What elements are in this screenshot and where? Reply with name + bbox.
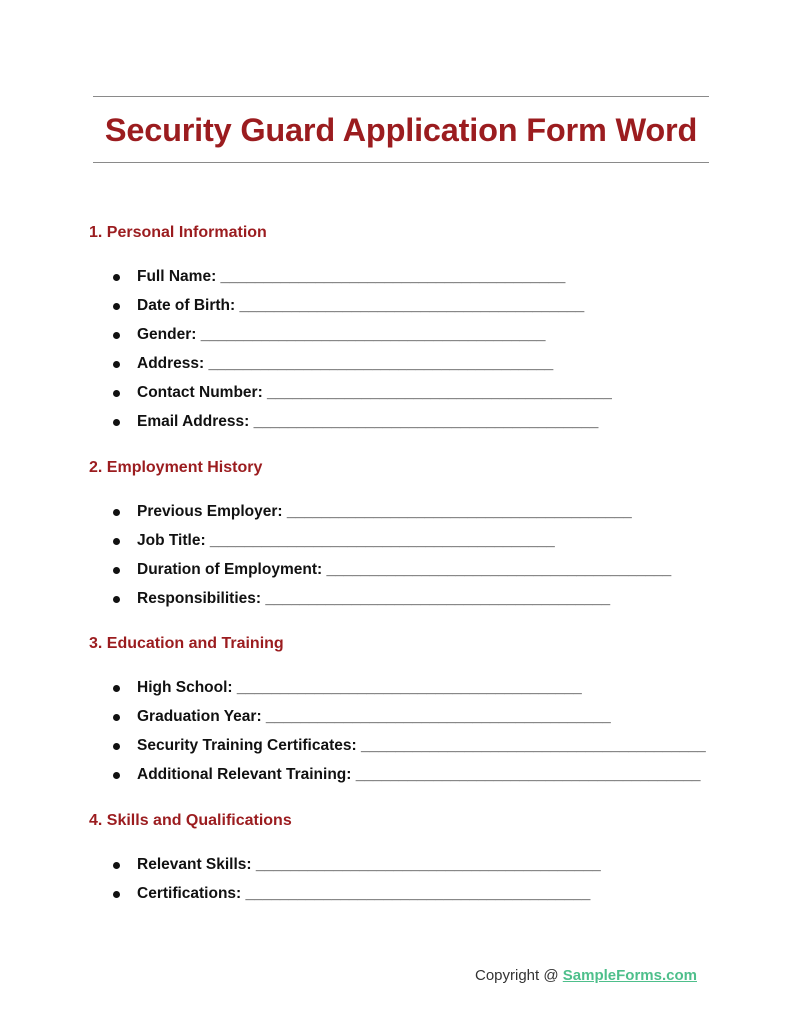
bullet-icon bbox=[113, 891, 120, 898]
bullet-icon bbox=[113, 862, 120, 869]
section-heading-employment-history: 2. Employment History bbox=[89, 459, 263, 476]
bullet-icon bbox=[113, 274, 120, 281]
bullet-icon bbox=[113, 538, 120, 545]
bullet-icon bbox=[113, 772, 120, 779]
copyright-prefix: Copyright @ bbox=[475, 967, 563, 984]
bullet-icon bbox=[113, 419, 120, 426]
bullet-icon bbox=[113, 390, 120, 397]
sampleforms-link[interactable]: SampleForms.com bbox=[562, 967, 697, 984]
bullet-icon bbox=[113, 567, 120, 574]
bullet-icon bbox=[113, 714, 120, 721]
bullet-icon bbox=[113, 303, 120, 310]
title-top-rule bbox=[93, 96, 709, 97]
bullet-icon bbox=[113, 332, 120, 339]
page-title: Security Guard Application Form Word bbox=[104, 112, 698, 148]
title-bottom-rule bbox=[93, 162, 709, 163]
bullet-icon bbox=[113, 685, 120, 692]
bullet-icon bbox=[113, 509, 120, 516]
section-heading-education-and-training: 3. Education and Training bbox=[89, 635, 284, 652]
copyright-footer bbox=[475, 967, 697, 984]
section-heading-skills-and-qualifications: 4. Skills and Qualifications bbox=[89, 812, 292, 829]
section-heading-personal-information: 1. Personal Information bbox=[89, 224, 267, 241]
bullet-icon bbox=[113, 743, 120, 750]
bullet-icon bbox=[113, 361, 120, 368]
bullet-icon bbox=[113, 596, 120, 603]
